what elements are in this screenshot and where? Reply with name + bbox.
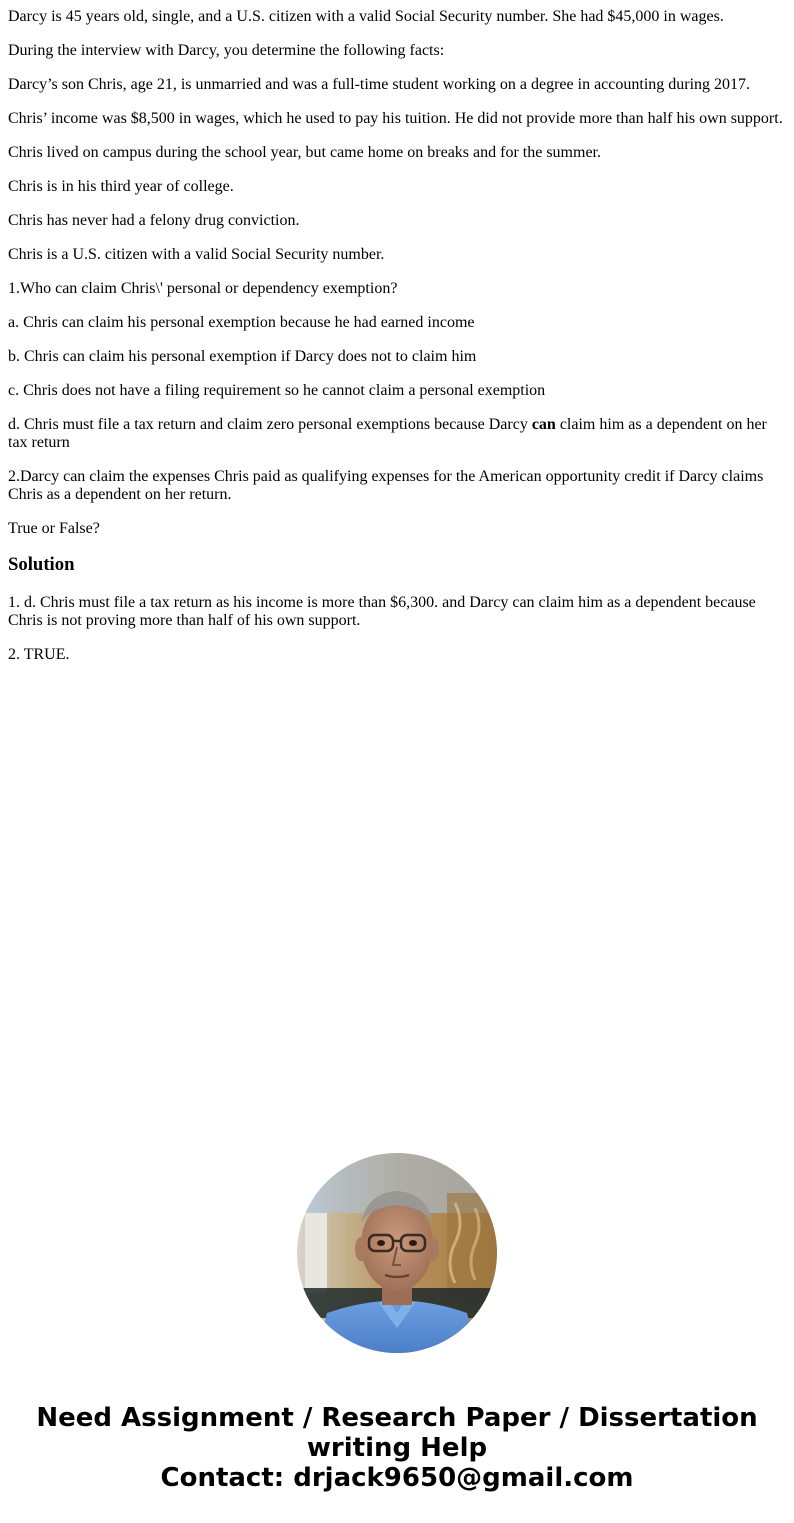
- fact-paragraph: Darcy’s son Chris, age 21, is unmarried and was a full-time student working on a degree in accounting during 2017.: [8, 76, 751, 93]
- intro-paragraph: Darcy is 45 years old, single, and a U.S. citizen with a valid Social Security number. She had $45,000 in wages.: [8, 8, 724, 25]
- avatar-photo: [297, 1153, 497, 1353]
- promo-footer: [0, 1403, 794, 1493]
- fact-paragraph: Chris has never had a felony drug conviction.: [8, 212, 300, 229]
- option-d-emphasis: can: [531, 416, 556, 433]
- document-body: [0, 0, 794, 664]
- option-d-text-after: claim him as a dependent on her tax return: [8, 416, 767, 451]
- avatar: [297, 1153, 497, 1353]
- solution-heading: Solution: [8, 554, 75, 575]
- fact-paragraph: Chris is a U.S. citizen with a valid Social Security number.: [8, 246, 385, 263]
- fact-paragraph: Chris lived on campus during the school year, but came home on breaks and for the summer.: [8, 144, 601, 161]
- interview-paragraph: During the interview with Darcy, you determine the following facts:: [8, 42, 445, 59]
- option-a: a. Chris can claim his personal exemption because he had earned income: [8, 314, 475, 331]
- promo-contact: Contact: drjack9650@gmail.com: [160, 1463, 634, 1493]
- option-c: c. Chris does not have a filing requirement so he cannot claim a personal exemption: [8, 382, 546, 399]
- promo-line-2: writing Help: [306, 1433, 488, 1463]
- option-b: b. Chris can claim his personal exemption if Darcy does not to claim him: [8, 348, 477, 365]
- question-2: 2.Darcy can claim the expenses Chris paid as qualifying expenses for the American opportunity credit if Darcy claims Chris as a dependent on her return.: [8, 468, 764, 503]
- question-2-prompt: True or False?: [8, 520, 100, 537]
- answer-2: 2. TRUE.: [8, 646, 70, 663]
- question-1: 1.Who can claim Chris\' personal or dependency exemption?: [8, 280, 398, 297]
- promo-line-1: Need Assignment / Research Paper / Dissertation: [36, 1403, 758, 1433]
- fact-paragraph: Chris’ income was $8,500 in wages, which he used to pay his tuition. He did not provide more than half his own support.: [8, 110, 783, 127]
- option-d: [8, 416, 786, 452]
- option-d-text-before: d. Chris must file a tax return and claim zero personal exemptions because Darcy: [8, 416, 532, 433]
- answer-1: 1. d. Chris must file a tax return as his income is more than $6,300. and Darcy can claim him as a dependent because Chris is not proving more than half of his own support.: [8, 594, 756, 629]
- fact-paragraph: Chris is in his third year of college.: [8, 178, 234, 195]
